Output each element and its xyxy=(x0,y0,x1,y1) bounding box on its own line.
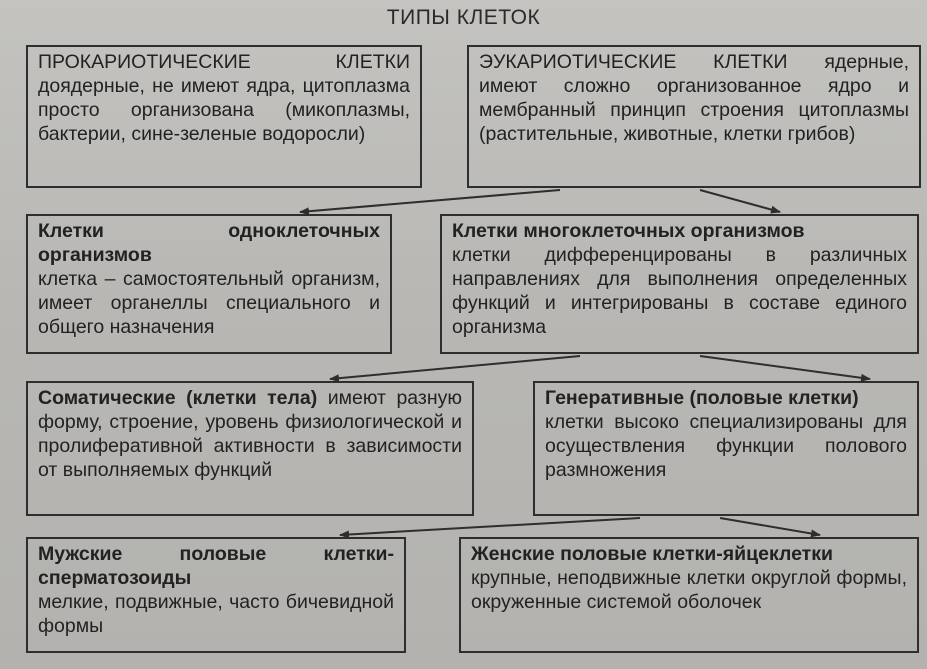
unicellular-cells-box xyxy=(26,214,392,354)
female-cells-box xyxy=(459,537,919,653)
prokaryotic-text: доядерные, не имеют ядра, цитоплазма просто организована (микоплазмы, бактерии, сине-зеленые водоросли) xyxy=(38,75,410,145)
multicellular-cells-box xyxy=(440,214,919,354)
somatic-cells-box xyxy=(26,381,474,516)
female-heading: Женские половые клетки-яйцеклетки xyxy=(471,543,833,565)
somatic-text: имеют разную форму, строение, уровень физиологической и пролиферативной активности в зависимости от выполняемых функций xyxy=(38,387,463,481)
multicellular-text: клетки дифференцированы в различных направлениях для выполнения определенных функций и интегрированы в составе единого организма xyxy=(452,244,907,338)
generative-heading: Генеративные (половые клетки) xyxy=(545,387,859,409)
unicellular-heading: Клетки одноклеточных организмов xyxy=(38,220,380,266)
eukaryotic-cells-box xyxy=(467,45,921,188)
multicellular-heading: Клетки многоклеточных организмов xyxy=(452,220,805,242)
male-cells-box xyxy=(26,537,406,653)
male-heading: Мужские половые клетки-сперматозоиды xyxy=(38,543,394,589)
eukaryotic-heading: ЭУКАРИОТИЧЕСКИЕ КЛЕТКИ xyxy=(479,51,788,73)
diagram-title: ТИПЫ КЛЕТОК xyxy=(386,6,541,29)
unicellular-text: клетка – самостоятельный организм, имеет органеллы специального и общего назначения xyxy=(38,268,380,338)
male-text: мелкие, подвижные, часто бичевидной формы xyxy=(38,591,394,637)
prokaryotic-heading: ПРОКАРИОТИЧЕСКИЕ КЛЕТКИ xyxy=(38,51,410,73)
generative-cells-box xyxy=(533,381,919,516)
female-text: крупные, неподвижные клетки округлой формы, окруженные системой оболочек xyxy=(471,567,907,613)
prokaryotic-cells-box xyxy=(26,45,422,188)
somatic-heading: Соматические (клетки тела) xyxy=(38,387,318,409)
eukaryotic-text: ядерные, имеют сложно организованное ядро и мембранный принцип строения цитоплазмы (растительные, животные, клетки грибов) xyxy=(479,51,910,145)
generative-text: клетки высоко специализированы для осуществления функции полового размножения xyxy=(545,411,907,481)
